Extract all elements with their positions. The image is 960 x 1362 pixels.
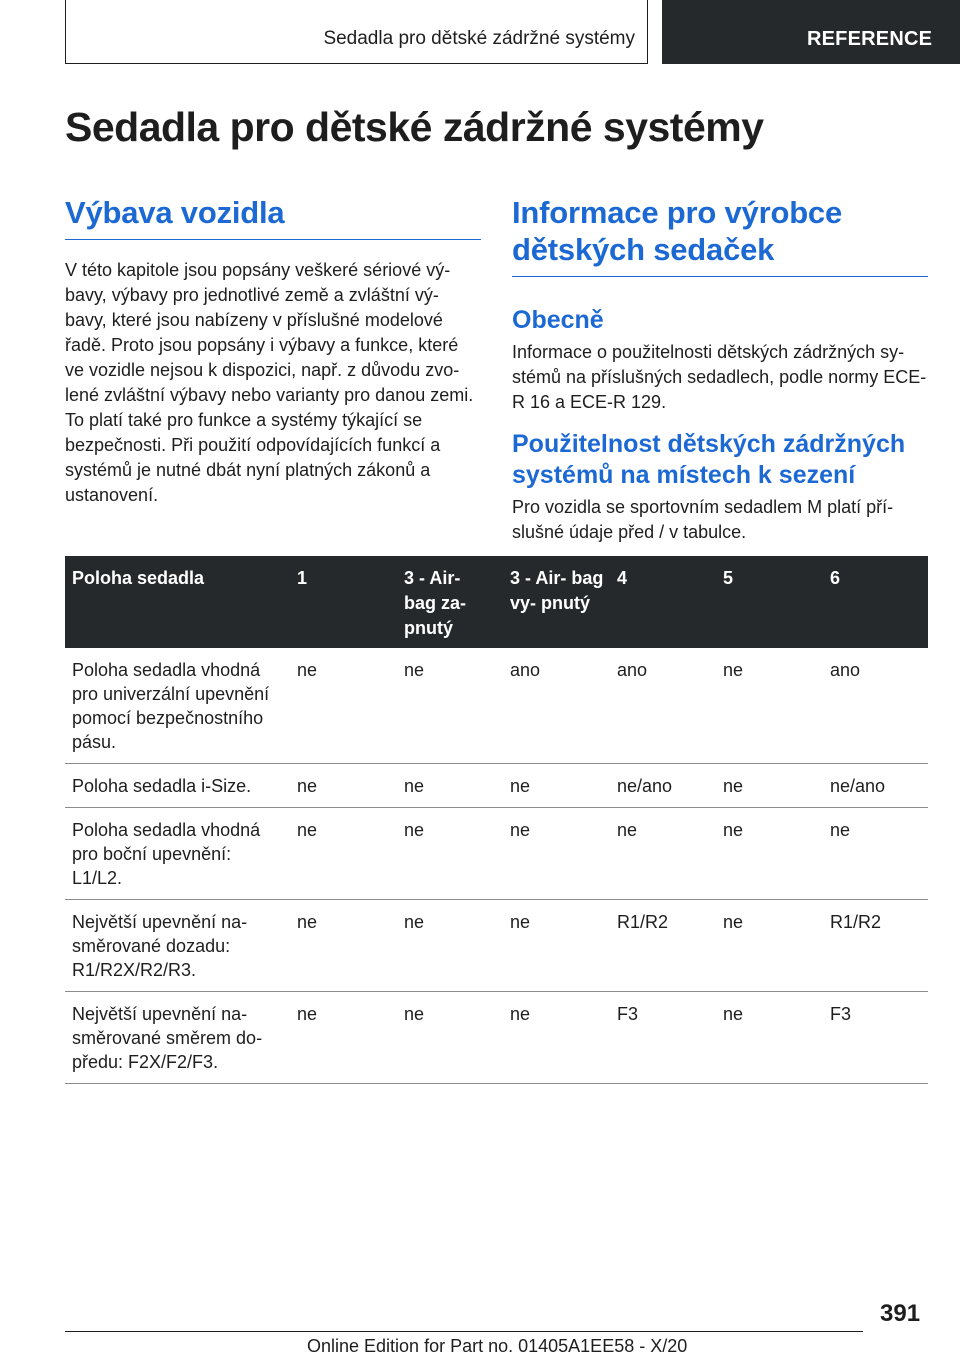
table-cell: ne <box>503 992 610 1084</box>
table-cell: ne <box>397 764 503 808</box>
pouzitelnost-paragraph: Pro vozidla se sportovním sedadlem M platí pří‐ slušné údaje před / v tabulce. <box>512 497 894 542</box>
table-cell: F3 <box>823 992 928 1084</box>
table-cell: Poloha sedadla vhodná pro univerzální upevnění pomocí bezpečnostního pásu. <box>65 648 290 764</box>
table-cell: Poloha sedadla i-Size. <box>65 764 290 808</box>
header-tab-label: REFERENCE <box>807 28 933 50</box>
table-cell: ne <box>716 900 823 992</box>
table-cell: ne <box>397 808 503 900</box>
table-cell: ne <box>503 764 610 808</box>
table-cell: ne/ano <box>610 764 716 808</box>
table-cell: F3 <box>610 992 716 1084</box>
table-header-row <box>65 556 928 648</box>
table-row <box>65 992 928 1084</box>
table-cell: ne <box>397 900 503 992</box>
table-row <box>65 900 928 992</box>
seat-suitability-table <box>65 556 928 1084</box>
table-cell: ne <box>290 808 397 900</box>
table-cell: Největší upevnění na‐ směrované dozadu: R1/R2X/R2/R3. <box>65 900 290 992</box>
table-row <box>65 808 928 900</box>
table-cell: ano <box>610 648 716 764</box>
table-cell: ne <box>716 808 823 900</box>
table-cell: R1/R2 <box>610 900 716 992</box>
table-cell: ne <box>610 808 716 900</box>
table-header-cell: Poloha sedadla <box>65 556 290 648</box>
subheading-pouzitelnost: Použitelnost dětských zádržných systémů na místech k sezení <box>512 430 906 489</box>
header-section-title: Sedadla pro dětské zádržné systémy <box>323 28 635 49</box>
table-cell: ne <box>823 808 928 900</box>
table-cell: ne <box>290 648 397 764</box>
table-cell: ne <box>716 992 823 1084</box>
page-title: Sedadla pro dětské zádržné systémy <box>65 104 764 150</box>
table-cell: R1/R2 <box>823 900 928 992</box>
table-cell: ano <box>823 648 928 764</box>
table-cell: ne <box>503 900 610 992</box>
table-cell: ne <box>290 992 397 1084</box>
table-row <box>65 764 928 808</box>
table-row <box>65 648 928 764</box>
obecne-paragraph: Informace o použitelnosti dětských zádržných sy‐ stémů na příslušných sedadlech, podle normy ECE-R 16 a ECE-R 129. <box>512 342 927 412</box>
section-heading-informace: Informace pro výrobce dětských sedaček <box>512 194 928 277</box>
table-header-cell: 5 <box>716 556 823 648</box>
footer-divider <box>65 1331 863 1332</box>
table-header-cell: 6 <box>823 556 928 648</box>
section-heading-vybava: Výbava vozidla <box>65 194 481 240</box>
subheading-obecne: Obecně <box>512 306 604 334</box>
table-cell: Poloha sedadla vhodná pro boční upevnění: L1/L2. <box>65 808 290 900</box>
table-cell: ne <box>397 992 503 1084</box>
table-cell: ne <box>503 808 610 900</box>
header-reference-tab[interactable] <box>662 0 960 64</box>
table-cell: ne <box>290 900 397 992</box>
table-cell: ne <box>716 648 823 764</box>
page-number: 391 <box>880 1300 921 1327</box>
table-header-cell: 4 <box>610 556 716 648</box>
table-cell: Největší upevnění na‐ směrované směrem do‐ předu: F2X/F2/F3. <box>65 992 290 1084</box>
table-cell: ne/ano <box>823 764 928 808</box>
table-header-cell: 1 <box>290 556 397 648</box>
footer-edition-link[interactable]: Online Edition for Part no. 01405A1EE58 - X/20 <box>307 1336 688 1356</box>
left-column <box>65 194 481 508</box>
table-header-cell: 3 - Air‐ bag vy‐ pnutý <box>503 556 610 648</box>
right-column <box>512 194 928 545</box>
table-cell: ne <box>397 648 503 764</box>
table-cell: ne <box>290 764 397 808</box>
vybava-paragraph: V této kapitole jsou popsány veškeré sériové vý‐ bavy, výbavy pro jednotlivé země a zvláštní vý‐ bavy, které jsou nabízeny v příslušné modelové řadě. Proto jsou popsány i výbavy a funkce, které ve vozidle nejsou k dispozici, např. z důvodu zvo‐ lené zvláštní výbavy nebo varianty pro danou zemi. To platí také pro funkce a systémy týkající se bezpečnosti. Při použití odpovídajících funkcí a systémů je nutné dbát nyní platných zákonů a ustanovení. <box>65 260 474 505</box>
header-frame <box>65 0 648 64</box>
table-cell: ne <box>716 764 823 808</box>
table-cell: ano <box>503 648 610 764</box>
table-header-cell: 3 - Air‐ bag za‐ pnutý <box>397 556 503 648</box>
